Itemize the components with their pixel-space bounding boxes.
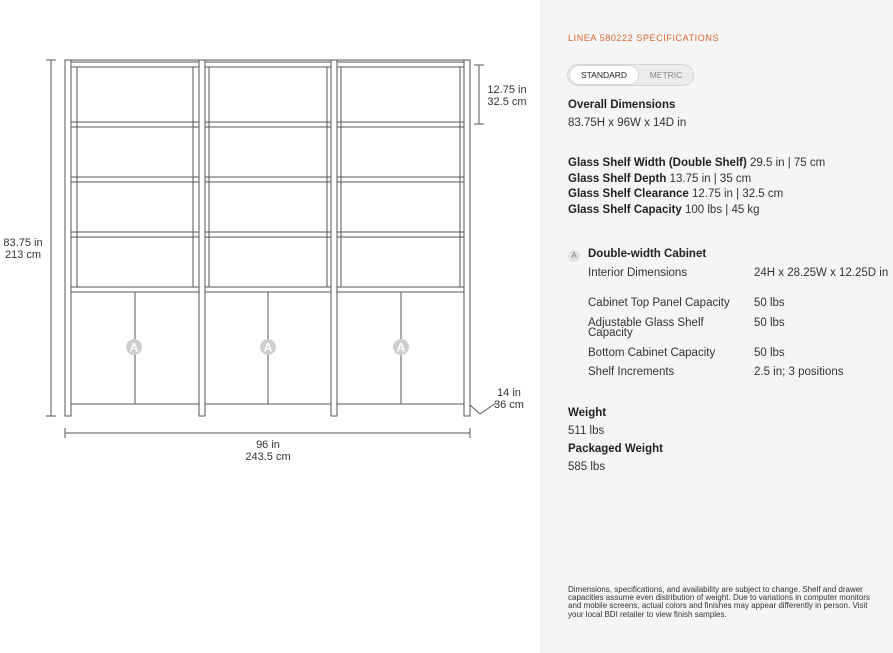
cabinet-spec-value: 24H x 28.25W x 12.25D in [754,267,889,279]
cabinet-spec-label: Adjustable Glass Shelf Capacity [588,317,704,339]
depth-cm-label: 36 cm [494,399,524,411]
height-in-label: 83.75 in [3,237,43,249]
cabinet-spec-value: 2.5 in; 3 positions [754,366,844,378]
cabinet-spec-label: Bottom Cabinet Capacity [588,347,716,359]
shelf-clearance-in-label: 12.75 in [487,84,527,96]
bookcase-outline [65,60,470,416]
glass-shelf-depth: Glass Shelf Depth 13.75 in | 35 cm [568,173,752,185]
depth-dimension-line [470,403,496,414]
cabinet-spec-value: 50 lbs [754,347,785,359]
shelf-clearance-dimension-line [474,65,484,124]
height-dimension-line [46,60,56,416]
packaged-weight-value: 585 lbs [568,461,606,473]
width-in-label: 96 in [256,439,280,451]
specifications-panel [540,0,893,653]
overall-dimensions-heading: Overall Dimensions [568,99,676,111]
cabinet-spec-label: Shelf Increments [588,366,675,378]
cabinet-spec-label: Cabinet Top Panel Capacity [588,297,730,309]
cabinet-spec-label: Interior Dimensions [588,267,688,279]
glass-shelf-clearance: Glass Shelf Clearance 12.75 in | 32.5 cm [568,188,784,200]
cabinet-spec-value: 50 lbs [754,297,785,309]
shelf-clearance-cm-label: 32.5 cm [487,96,527,108]
cabinet-spec-value: 50 lbs [754,317,785,329]
disclaimer-text: Dimensions, specifications, and availability are subject to change. Shelf and drawer capacities assume even distribution of weight. Due to variations in computer monitors and mobile screens, actual colors and finishes may appear differently in person. Visit your local BDI retailer to view finish samples. [568,585,870,619]
overall-dimensions-value: 83.75H x 96W x 14D in [568,117,687,129]
svg-text:A: A [263,340,273,355]
cabinet-marker [126,339,142,355]
cabinet-marker [393,339,409,355]
width-dimension-line [65,428,470,438]
svg-text:A: A [396,340,406,355]
standard-units-button[interactable]: STANDARD [569,65,639,85]
packaged-weight-heading: Packaged Weight [568,443,664,455]
weight-heading: Weight [568,407,607,419]
cabinet-badge: A [568,250,580,262]
unit-toggle [567,64,694,86]
height-cm-label: 213 cm [4,249,42,261]
specifications-title: LINEA 580222 SPECIFICATIONS [568,33,720,43]
cabinet-marker [260,339,276,355]
glass-shelf-capacity: Glass Shelf Capacity 100 lbs | 45 kg [568,204,760,216]
weight-value: 511 lbs [568,425,605,437]
cabinet-heading: Double-width Cabinet [588,248,707,260]
svg-text:A: A [129,340,139,355]
metric-units-button[interactable]: METRIC [649,70,683,80]
depth-in-label: 14 in [497,387,521,399]
width-cm-label: 243.5 cm [245,451,291,463]
glass-shelf-width: Glass Shelf Width (Double Shelf) 29.5 in | 75 cm [568,157,826,169]
